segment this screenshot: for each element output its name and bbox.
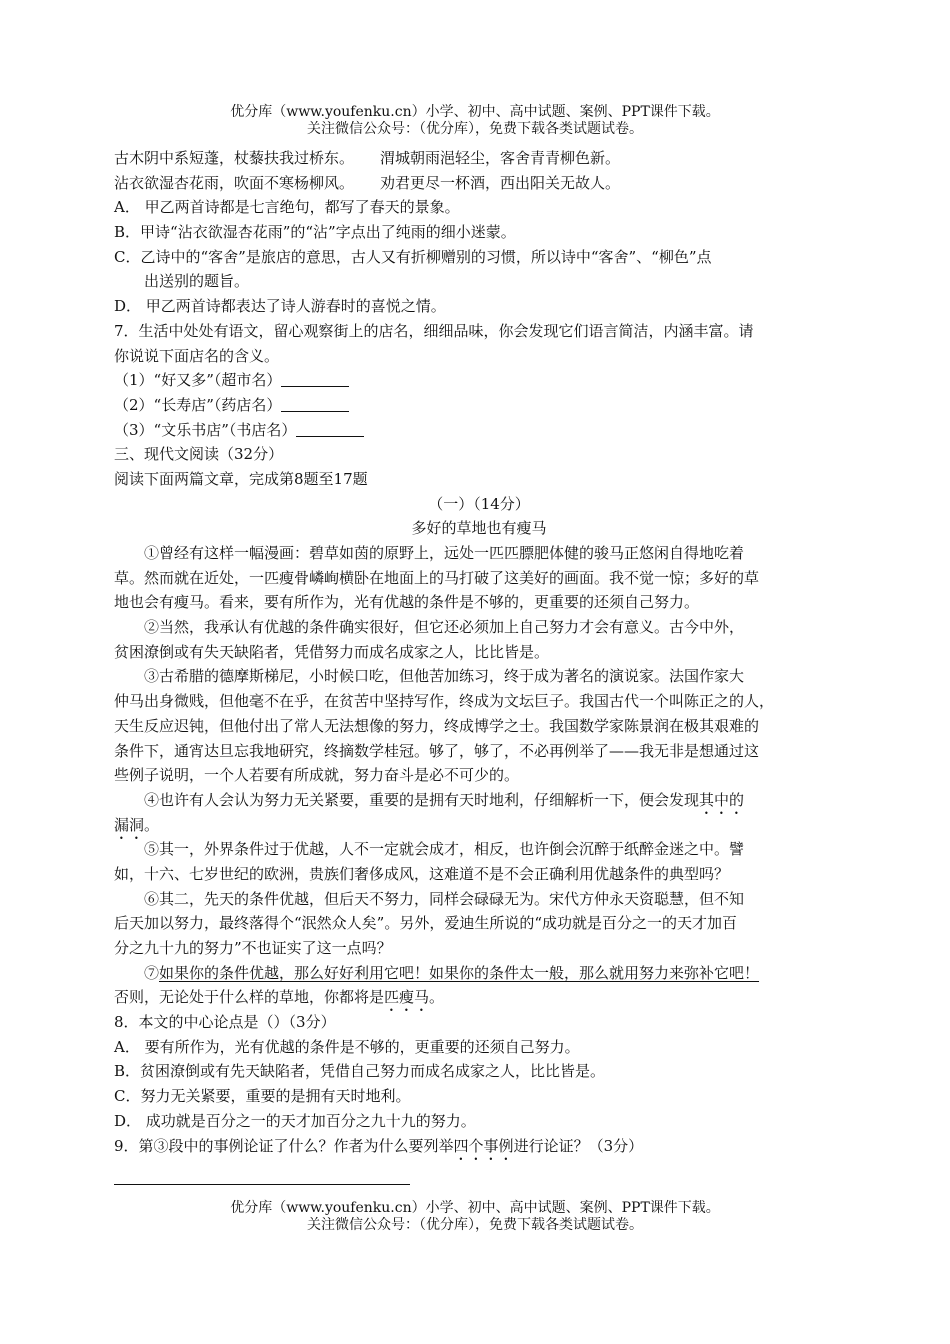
paragraph-line: ③古希腊的德摩斯梯尼，小时候口吃，但他苦加练习，终于成为著名的演说家。法国作家大 [144,667,745,686]
q6-option-b: B．甲诗“沾衣欲湿杏花雨”的“沾”字点出了纯雨的细小迷蒙。 [114,223,516,242]
paragraph-line: ①曾经有这样一幅漫画：碧草如茵的原野上，远处一匹匹膘肥体健的骏马正悠闲自得地吃着 [144,544,745,562]
paragraph-line: 仲马出身微贱，但他毫不在乎，在贫苦中坚持写作，终成为文坛巨子。我国古代一个叫陈正之的人， [114,692,775,711]
q7-stem: 7．生活中处处有语文，留心观察街上的店名，细细品味，你会发现它们语言简洁，内涵丰富。请 [114,321,754,340]
article-title: 多好的草地也有瘦马 [411,519,547,538]
answer-blank[interactable] [281,396,349,412]
underlined-sentence: 如果你的条件优越，那么好好利用它吧！如果你的条件太一般，那么就用努力来弥补它吧！ [159,963,760,982]
p4-text: 。 [144,815,160,834]
paragraph-line: 分之九十九的努力”不也证实了这一点吗？ [114,939,392,957]
q6-option-c: C．乙诗中的“客舍”是旅店的意思，古人又有折柳赠别的习惯，所以诗中“客舍”、“柳色”点 [114,247,712,266]
p7-text: 。 [429,988,445,1007]
q8-option-b: B．贫困潦倒或有先天缺陷者，凭借自己努力而成名成家之人，比比皆是。 [114,1062,606,1081]
page-header [0,104,950,138]
paragraph-line [114,961,844,986]
q7-stem-cont: 你说说下面店名的含义。 [114,346,280,365]
q7-item-3 [114,418,844,443]
paragraph-line [114,788,844,813]
paragraph-line: 条件下，通宵达旦忘我地研究，终摘数学桂冠。够了，够了，不必再例举了——我无非是想通过这 [114,741,760,760]
section-title: 三、现代文阅读（32分） [114,445,284,464]
q6-option-c-cont: 出送别的题旨。 [144,272,250,291]
q9-stem [114,1134,844,1159]
q8-stem: 8．本文的中心论点是（）（3分） [114,1013,336,1032]
answer-blank[interactable] [281,371,349,387]
footer-line-2: 关注微信公众号：（优分库），免费下载各类试题试卷。 [307,1217,643,1233]
header-line-1: 优分库（www.youfenku.cn）小学、初中、高中试题、案例、PPT课件下载。 [230,104,720,120]
poem-a-line-1: 古木阴中系短蓬，杖藜扶我过桥东。 [114,149,355,167]
paragraph-line: ②当然，我承认有优越的条件确实很好，但它还必须加上自己努力才会有意义。古今中外， [144,618,745,637]
q8-option-d: D． 成功就是百分之一的天才加百分之九十九的努力。 [114,1111,476,1130]
paragraph-line: 些例子说明，一个人若要有所成就，努力奋斗是必不可少的。 [114,766,520,785]
header-line-2: 关注微信公众号：（优分库），免费下载各类试题试卷。 [307,121,643,137]
paragraph-number: ⑦ [144,963,160,982]
answer-blank[interactable] [296,421,364,437]
q6-option-d: D． 甲乙两首诗都表达了诗人游春时的喜悦之情。 [114,297,446,316]
paragraph-line: 地也会有瘦马。看来，要有所作为，光有优越的条件是不够的，更重要的还须自己努力。 [114,593,700,612]
poem-a-line-2: 沾衣欲湿杏花雨，吹面不寒杨柳风。 [114,173,355,192]
footer-line-1: 优分库（www.youfenku.cn）小学、初中、高中试题、案例、PPT课件下载。 [230,1200,720,1216]
page-footer [0,1200,950,1234]
paragraph-line: 草。然而就在近处，一匹瘦骨嶙峋横卧在地面上的马打破了这美好的画面。我不觉一惊；多好的草 [114,568,760,587]
q6-option-a: A． 甲乙两首诗都是七言绝句，都写了春天的景象。 [114,198,460,217]
q8-option-a: A． 要有所作为，光有优越的条件是不够的，更重要的还须自己努力。 [114,1037,580,1056]
poem-b-line-1: 渭城朝雨浥轻尘，客舍青青柳色新。 [380,149,621,167]
paragraph-line: 天生反应迟钝，但他付出了常人无法想像的努力，终成博学之士。我国数学家陈景润在极其艰难的 [114,716,760,735]
paragraph-line [114,813,844,838]
poem-row-2 [114,171,844,196]
q7-item-1 [114,368,844,393]
footnote-divider [114,1184,410,1185]
p4-text: ④也许有人会认为努力无关紧要，重要的是拥有天时地利，仔细解析一下，便会发现 [144,790,700,809]
emphasis-text: 四个事例 [453,1136,514,1155]
q9-text: 进行论证？（3分） [513,1136,644,1155]
poem-row-1 [114,146,844,171]
paragraph-line: 如，十六、七岁世纪的欧洲，贵族们奢侈成风，这难道不是不会正确利用优越条件的典型吗？ [114,864,730,883]
q7-item-2-text: （2）“长寿店”（药店名） [114,395,282,414]
poem-b-line-2: 劝君更尽一杯酒，西出阳关无故人。 [380,173,621,192]
emphasis-text: 匹瘦马 [384,988,430,1007]
emphasis-text: 其中的 [699,790,745,809]
paragraph-line: ⑤其一，外界条件过于优越，人不一定就会成才，相反，也许倒会沉醉于纸醉金迷之中。譬 [144,840,745,859]
paragraph-line: 后天加以努力，最终落得个“泯然众人矣”。另外，爱迪生所说的“成功就是百分之一的天才加百 [114,914,738,933]
p7-text: 否则，无论处于什么样的草地，你都将是 [114,988,385,1007]
paragraph-line: ⑥其二，先天的条件优越，但后天不努力，同样会碌碌无为。宋代方仲永天资聪慧，但不知 [144,889,745,908]
q8-option-c: C．努力无关紧要，重要的是拥有天时地利。 [114,1087,411,1106]
paragraph-line [114,985,844,1010]
page-content [114,146,844,1158]
q9-text: 9．第③段中的事例论证了什么？作者为什么要列举 [114,1136,454,1155]
part-heading: （一）（14分） [428,494,530,513]
q7-item-1-text: （1）“好又多”（超市名） [114,371,282,390]
paragraph-line: 贫困潦倒或有失天缺陷者，凭借努力而成名成家之人，比比皆是。 [114,642,550,661]
section-instruction: 阅读下面两篇文章，完成第8题至17题 [114,469,368,488]
emphasis-text: 漏洞 [114,815,145,834]
q7-item-3-text: （3）“文乐书店”（书店名） [114,420,297,439]
q7-item-2 [114,393,844,418]
